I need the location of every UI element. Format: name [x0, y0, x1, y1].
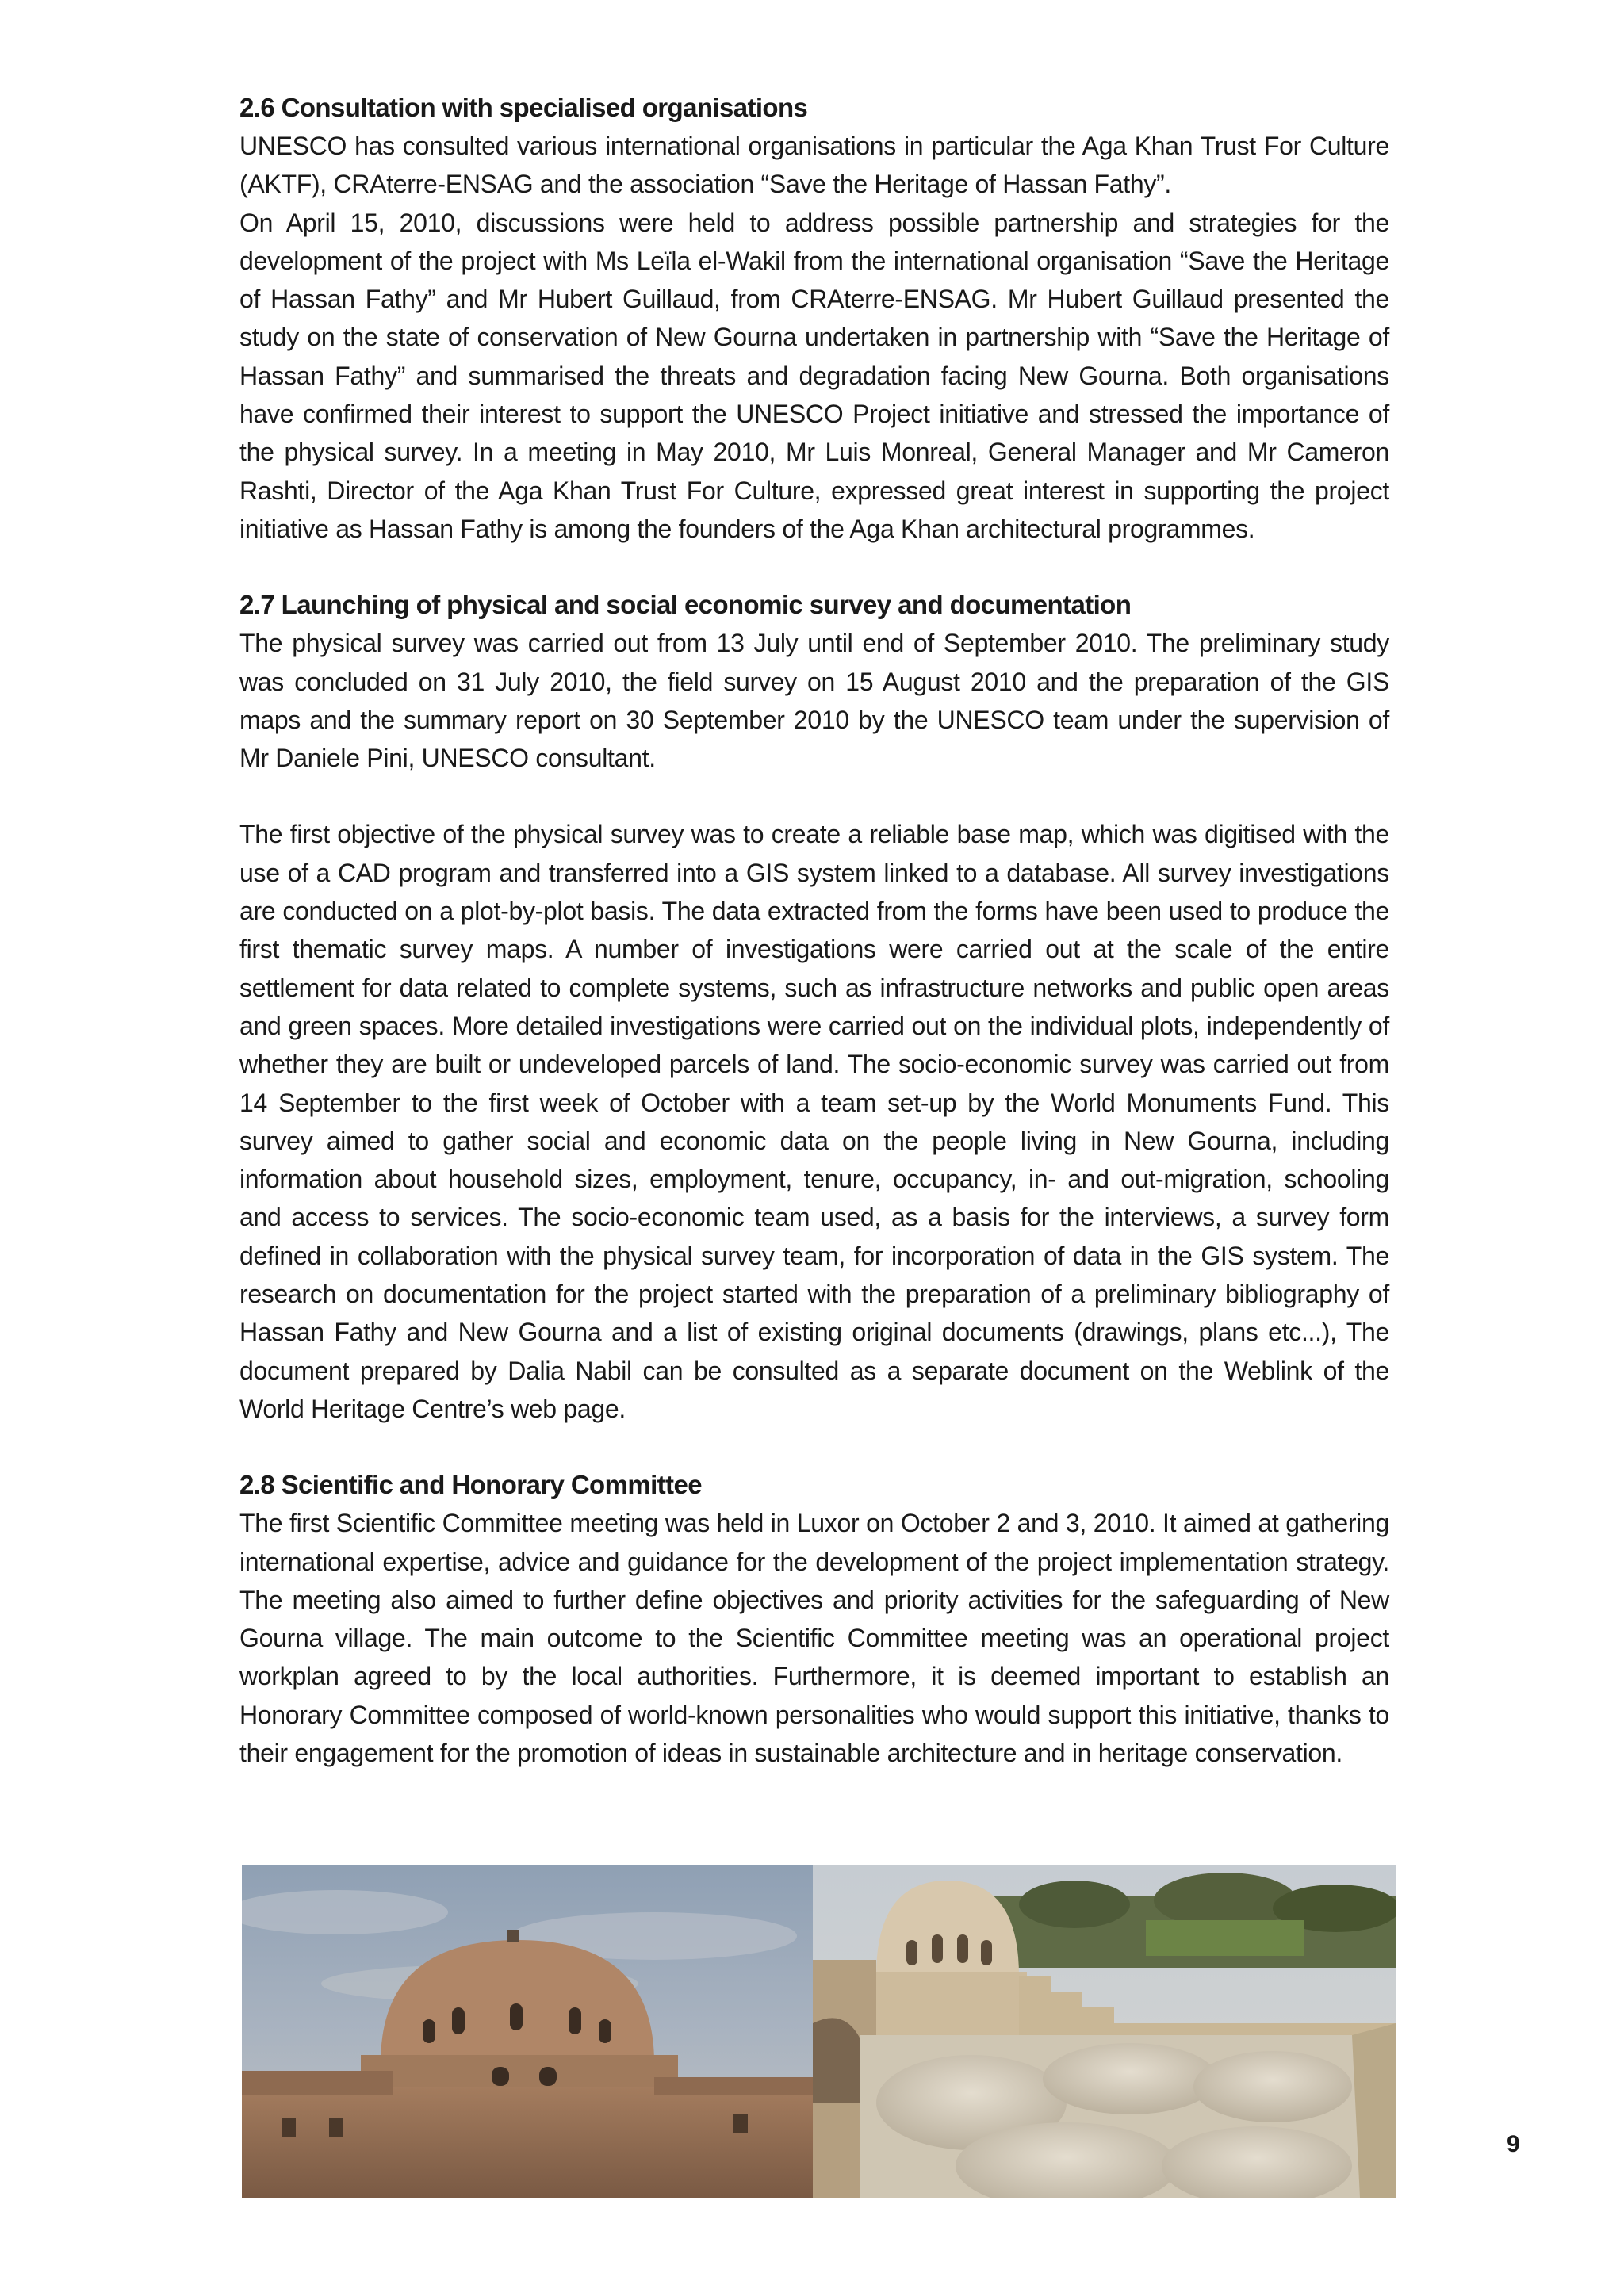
paragraph: The first objective of the physical survey was to create a reliable base map, which was digitised with the use of a CAD program and transferred into a GIS system linked to a database. All survey investigations are conducted on a plot-by-plot basis. The data extracted from the forms have been used to produce the first thematic survey maps. A number of investigations were carried out at the scale of the entire settlement for data related to complete systems, such as infrastructure networks and public open areas and green spaces. More detailed investigations were carried out on the individual plots, independently of whether they are built or undeveloped parcels of land. The socio-economic survey was carried out from 14 September to the first week of October with a team set-up by the World Monuments Fund. This survey aimed to gather social and economic data on the people living in New Gourna, including information about household sizes, employment, tenure, occupancy, in- and out-migration, schooling and access to services. The socio-economic team used, as a basis for the interviews, a survey form defined in collaboration with the physical survey team, for incorporation of data in the GIS system. The research on documentation for the project started with the preparation of a preliminary bibliography of Hassan Fathy and New Gourna and a list of existing original documents (drawings, plans etc...), The document prepared by Dalia Nabil can be consulted as a separate document on the Weblink of the World Heritage Centre’s web page.: [239, 820, 1389, 1423]
spacer: [239, 548, 1389, 586]
dome-sky-image: [242, 1865, 813, 2198]
section-heading-2-8: 2.8 Scientific and Honorary Committee: [239, 1470, 702, 1500]
section-heading-2-7: 2.7 Launching of physical and social economic survey and documentation: [239, 590, 1132, 620]
page-number: 9: [1507, 2131, 1520, 2157]
photo-strip: [242, 1865, 1396, 2198]
paragraph: The first Scientific Committee meeting was held in Luxor on October 2 and 3, 2010. It aimed at gathering international expertise, advice and guidance for the development of the project implementation strategy. The meeting also aimed to further define objectives and priority activities for the safeguarding of New Gourna village. The main outcome to the Scientific Committee meeting was an operational project workplan agreed to by the local authorities. Furthermore, it is deemed important to establish an Honorary Committee composed of world-known personalities who would support this initiative, thanks to their engagement for the promotion of ideas in sustainable architecture and in heritage conservation.: [239, 1509, 1389, 1767]
rooftop-domes-image: [813, 1865, 1396, 2198]
paragraph: The physical survey was carried out from 13 July until end of September 2010. The preliminary study was concluded on 31 July 2010, the field survey on 15 August 2010 and the preparation of the GIS maps and the summary report on 30 September 2010 by the UNESCO team under the supervision of Mr Daniele Pini, UNESCO consultant.: [239, 629, 1389, 773]
paragraph: On April 15, 2010, discussions were held to address possible partnership and strategies for the development of the project with Ms Leïla el-Wakil from the international organisation “Save the Heritage of Hassan Fathy” and Mr Hubert Guillaud, from CRAterre-ENSAG. Mr Hubert Guillaud presented the study on the state of conservation of New Gourna undertaken in partnership with “Save the Heritage of Hassan Fathy” and summarised the threats and degradation facing New Gourna. Both organisations have confirmed their interest to support the UNESCO Project initiative and stressed the importance of the physical survey. In a meeting in May 2010, Mr Luis Monreal, General Manager and Mr Cameron Rashti, Director of the Aga Khan Trust For Culture, expressed great interest in supporting the project initiative as Hassan Fathy is among the founders of the Aga Khan architectural programmes.: [239, 208, 1389, 543]
document-body: [239, 89, 1389, 1772]
section-heading-2-6: 2.6 Consultation with specialised organisations: [239, 93, 808, 122]
spacer: [239, 777, 1389, 815]
dome-photo-left: [242, 1865, 813, 2198]
paragraph: UNESCO has consulted various international organisations in particular the Aga Khan Trust For Culture (AKTF), CRAterre-ENSAG and the association “Save the Heritage of Hassan Fathy”.: [239, 132, 1389, 199]
dome-photo-right: [813, 1865, 1396, 2198]
spacer: [239, 1428, 1389, 1466]
